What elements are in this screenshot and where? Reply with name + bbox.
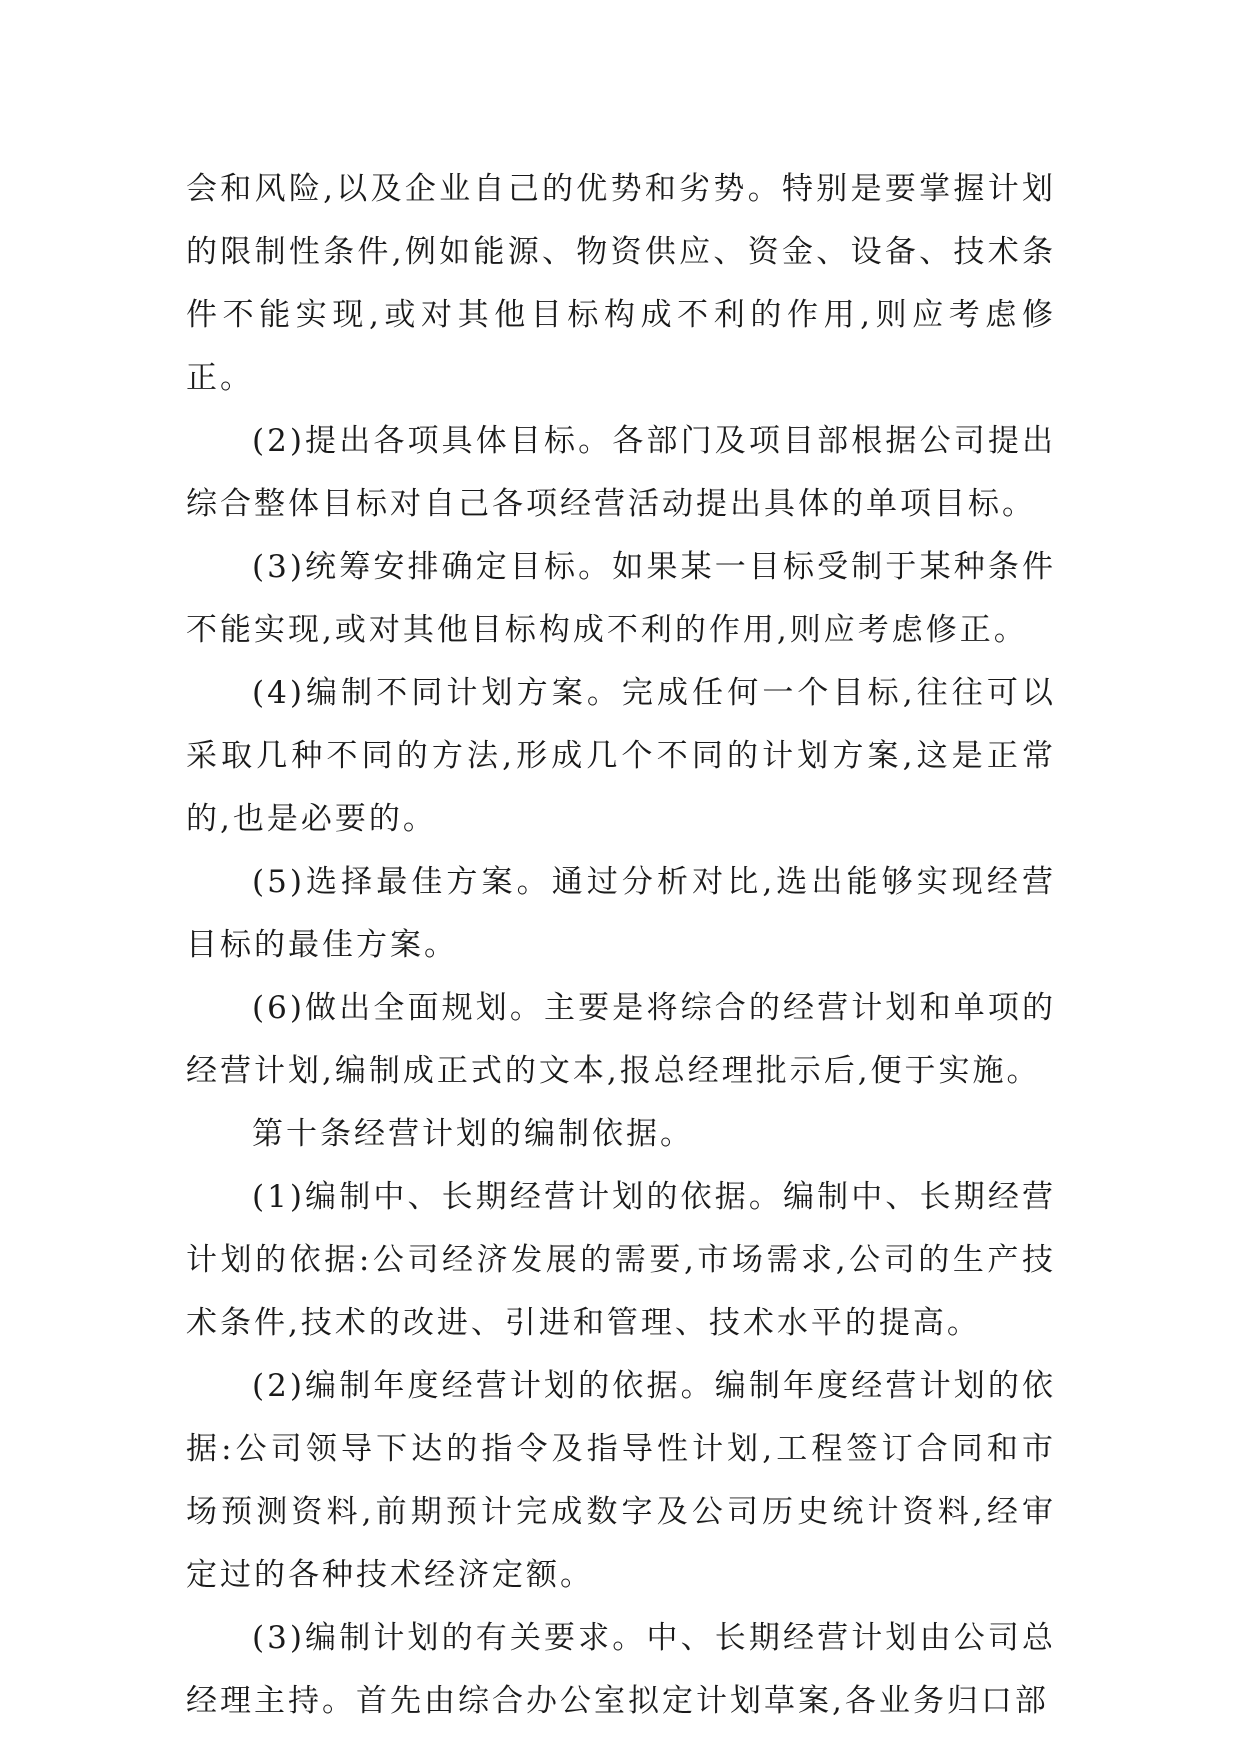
paragraph-basis-1: (1)编制中、长期经营计划的依据。编制中、长期经营计划的依据:公司经济发展的需要,市场需求,公司的生产技术条件,技术的改进、引进和管理、技术水平的提高。 [186,1179,1056,1341]
paragraph-basis-3: (3)编制计划的有关要求。中、长期经营计划由公司总经理主持。首先由综合办公室拟定计划草案,各业务归口部 [186,1620,1056,1719]
section-heading-article-10: 第十条经营计划的编制依据。 [252,1116,694,1152]
paragraph-continuation: 会和风险,以及企业自己的优势和劣势。特别是要掌握计划的限制性条件,例如能源、物资供应、资金、设备、技术条件不能实现,或对其他目标构成不利的作用,则应考虑修正。 [186,171,1056,396]
paragraph-item-5: (5)选择最佳方案。通过分析对比,选出能够实现经营目标的最佳方案。 [186,864,1056,963]
document-body [186,158,1056,1733]
paragraph-item-2: (2)提出各项具体目标。各部门及项目部根据公司提出综合整体目标对自己各项经营活动提出具体的单项目标。 [186,423,1056,522]
paragraph-item-6: (6)做出全面规划。主要是将综合的经营计划和单项的经营计划,编制成正式的文本,报总经理批示后,便于实施。 [186,990,1056,1089]
paragraph-item-3: (3)统筹安排确定目标。如果某一目标受制于某种条件不能实现,或对其他目标构成不利的作用,则应考虑修正。 [186,549,1056,648]
paragraph-basis-2: (2)编制年度经营计划的依据。编制年度经营计划的依据:公司领导下达的指令及指导性计划,工程签订合同和市场预测资料,前期预计完成数字及公司历史统计资料,经审定过的各种技术经济定额。 [186,1368,1056,1593]
paragraph-item-4: (4)编制不同计划方案。完成任何一个目标,往往可以采取几种不同的方法,形成几个不同的计划方案,这是正常的,也是必要的。 [186,675,1056,837]
